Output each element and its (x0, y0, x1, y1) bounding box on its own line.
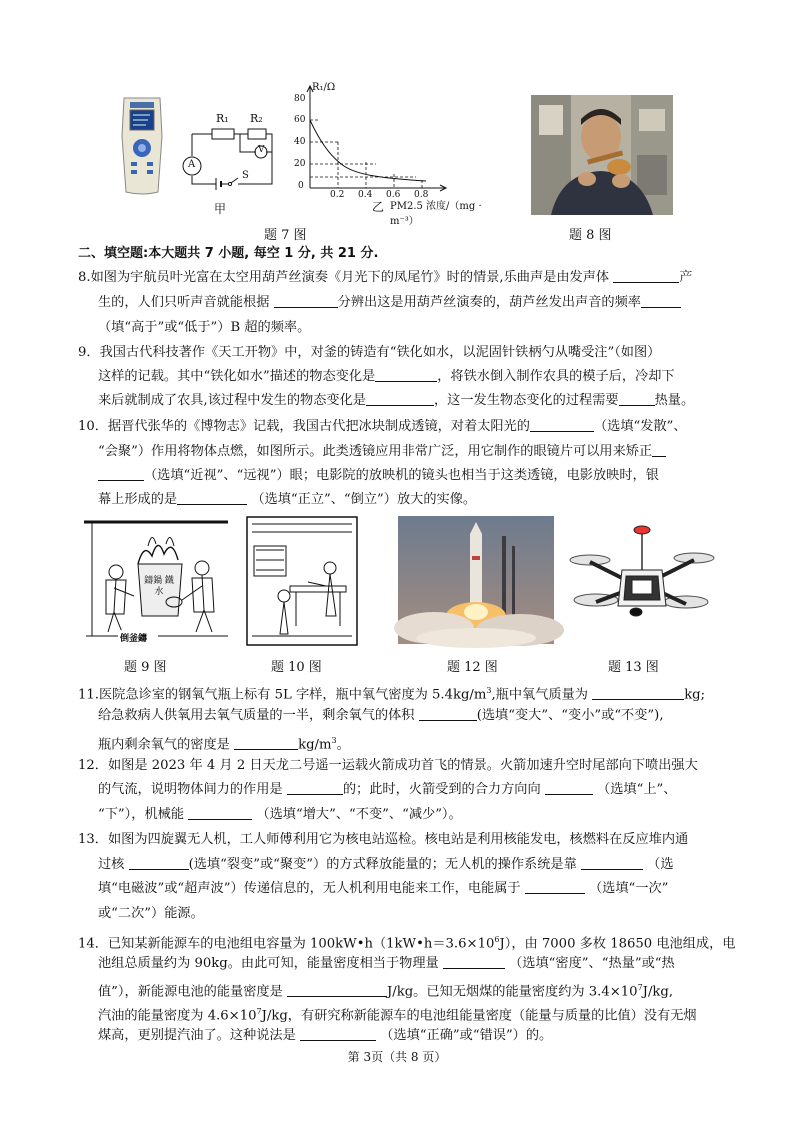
q10-l3: （选填“近视”、“远视”）眼；电影院的放映机的镜头也相当于这类透镜，电影放映时，银 (144, 468, 659, 483)
q11-l3a: 瓶内剩余氧气的密度是 (98, 737, 230, 753)
q9-l3b: ，这一发生物态变化的过程需要 (433, 393, 619, 408)
q12-l2c: （选填“上”、 (597, 782, 677, 797)
q10-line4 (98, 490, 476, 510)
q10-line2 (98, 442, 666, 462)
graph-ylabel: R₁/Ω (312, 82, 336, 93)
q10-l1a: 10．据晋代张华的《博物志》记载，我国古代把冰块制成透镜，对着太阳光的 (78, 419, 530, 434)
q11-l3b: kg/m (298, 737, 332, 753)
q8-l1b: 产 (679, 270, 693, 285)
q14-l4a: 汽油的能量密度为 4.6×10 (98, 1008, 257, 1024)
fig9-title-label: 倒釜鑄 (120, 634, 148, 644)
q14-l2: 池组总质量约为 90kg。由此可知，能量密度相当于物理量 (98, 956, 439, 971)
q8-l2b: 分辨出这是用葫芦丝演奏的，葫芦丝发出声音的频率 (337, 295, 641, 310)
ice-lens-illustration (246, 516, 358, 646)
fig8-caption: 题 8 图 (569, 228, 612, 243)
rocket-launch-photo (398, 516, 554, 644)
fig12-caption: 题 12 图 (447, 660, 498, 675)
fig9-pot-label: 鑄鍋 鐵水 (144, 576, 174, 597)
q13-blank2[interactable] (581, 855, 643, 870)
q8-blank2[interactable] (274, 293, 338, 308)
circuit-diagram (178, 108, 284, 194)
q13-l2b: (选填“裂变”或“聚变”）的方式释放能量的；无人机的操作系统是靠 (188, 857, 577, 872)
q12-blank3[interactable] (188, 805, 252, 820)
q11-l1b: ,瓶中氧气质量为 (491, 687, 588, 703)
graph-xtick-0.2: 0.2 (330, 190, 345, 200)
fig-jia-label: 甲 (214, 202, 227, 216)
resistance-pm25-graph (286, 80, 506, 227)
q11-line2 (98, 706, 664, 726)
q14-l1b: J），由 7000 多枚 18650 电池组成，电 (499, 936, 736, 952)
q9-line1: 9．我国古代科技著作《天工开物》中，对釜的铸造有“铁化如水，以泥固针铁柄勺从嘴受注”（如图） (78, 345, 661, 360)
q14-l1a: 14．已知某新能源车的电池组电容量为 100kW•h（1kW•h＝3.6×10 (78, 936, 495, 952)
q8-line2 (98, 293, 681, 313)
q12-l3b: （选填“增大”、“不变”、“减少”）。 (256, 807, 462, 822)
q9-line2 (98, 367, 675, 387)
graph-ytick-40: 40 (294, 137, 306, 147)
q14-line4 (98, 1002, 697, 1026)
pm25-detector-image (118, 96, 166, 196)
q9-blank3[interactable] (619, 391, 655, 406)
page-footer: 第 3页（共 8 页） (347, 1050, 447, 1064)
q9-blank1[interactable] (375, 367, 437, 382)
q14-line2 (98, 954, 675, 974)
q9-l2b: ，将铁水倒入制作农具的模子后，冷却下 (437, 369, 675, 384)
q14-l3a: 值”），新能源电池的能量密度是 (98, 984, 283, 1000)
graph-ytick-60: 60 (294, 115, 306, 125)
q9-line3 (98, 391, 694, 411)
q14-l5a: 煤高，更别提汽油了。这种说法是 (98, 1028, 296, 1043)
casting-illustration (78, 516, 232, 646)
graph-xlabel: PM2.5 浓度/（mg · m⁻³） (390, 201, 482, 227)
graph-xtick-0.8: 0.8 (414, 190, 429, 200)
q13-l3a: 填“电磁波”或“超声波”）传递信息的，无人机利用电能来工作，电能属于 (98, 881, 521, 896)
q11-line1 (78, 681, 705, 705)
q10-blank1[interactable] (530, 417, 594, 432)
q14-l3c: J/kg, (642, 984, 674, 1000)
q13-blank1[interactable] (129, 855, 189, 870)
q14-line1 (78, 930, 735, 954)
circuit-r1-label: R₁ (216, 112, 229, 125)
q10-blank3[interactable] (177, 490, 247, 505)
q13-line4: 或“二次”）能源。 (98, 906, 204, 921)
q10-l4a: 幕上形成的是 (98, 492, 178, 507)
q8-line3: （填“高于”或“低于”）B 超的频率。 (98, 320, 311, 335)
q11-l1a: 11.医院急诊室的钢氧气瓶上标有 5L 字样，瓶中氧气密度为 5.4kg/m (78, 687, 487, 703)
q12-line1: 12．如图是 2023 年 4 月 2 日天龙二号遥一运载火箭成功首飞的情景。火箭加速升空时尾部向下喷出强大 (78, 758, 698, 773)
q12-blank2[interactable] (545, 780, 593, 795)
q12-l2a: 的气流，说明物体间力的作用是 (98, 782, 283, 797)
q9-l3a: 来后就制成了农具,该过程中发生的物态变化是 (98, 393, 366, 408)
q11-blank1[interactable] (592, 685, 684, 700)
graph-xtick-0.4: 0.4 (358, 190, 373, 200)
q10-blank2a[interactable] (652, 442, 666, 457)
q8-blank3[interactable] (641, 293, 681, 308)
fig9-caption: 题 9 图 (124, 660, 167, 675)
q13-blank3[interactable] (525, 879, 585, 894)
q12-line3 (98, 805, 462, 825)
circuit-voltmeter-label: V (258, 145, 265, 155)
circuit-ammeter-label: A (188, 159, 196, 170)
quadcopter-drone-image (566, 518, 716, 644)
q13-line1: 13．如图为四旋翼无人机，工人师傅利用它为核电站巡检。核电站是利用核能发电，核燃料在反应堆内通 (78, 832, 689, 847)
q14-line3 (98, 978, 673, 1002)
q12-l2b: 的；此时，火箭受到的合力方向向 (342, 782, 541, 797)
q14-l4-sup: 7 (256, 1007, 262, 1016)
q10-line3 (98, 466, 659, 486)
q8-l2a: 生的，人们只听声音就能根据 (98, 295, 270, 310)
q11-blank2[interactable] (419, 706, 477, 721)
q11-blank3[interactable] (234, 735, 298, 750)
q12-l3a: “下”），机械能 (98, 807, 185, 822)
q13-line3 (98, 879, 668, 899)
q13-l2a: 过核 (98, 857, 125, 872)
q14-l3b: J/kg。已知无烟煤的能量密度约为 3.4×10 (386, 984, 638, 1000)
q13-line2 (98, 855, 674, 875)
q9-l3c: 热量。 (654, 393, 695, 408)
q10-l1b: （选填“发散”、 (593, 419, 687, 434)
q11-line3 (98, 731, 350, 755)
q8-line1 (78, 268, 692, 288)
q11-l1-sup: 3 (486, 686, 492, 695)
q9-blank2[interactable] (366, 391, 434, 406)
q11-l2b: (选填“变大”、“变小”或“不变”), (476, 708, 664, 723)
q11-l2a: 给急救病人供氧用去氧气质量的一半，剩余氧气的体积 (98, 708, 415, 723)
q11-l1c: kg; (684, 687, 706, 703)
q8-blank1[interactable] (613, 268, 679, 283)
graph-ytick-80: 80 (294, 94, 306, 104)
circuit-r2-label: R₂ (250, 112, 263, 125)
fig13-caption: 题 13 图 (608, 660, 659, 675)
q13-l3b: （选填“一次” (589, 881, 669, 896)
circuit-switch-label: S (242, 170, 249, 181)
q11-l3-sup: 3 (331, 736, 337, 745)
q14-l4b: J/kg，有研究称新能源车的电池组能量密度（能量与质量的比值）没有无烟 (261, 1008, 697, 1024)
q12-blank1[interactable] (287, 780, 343, 795)
fig10-caption: 题 10 图 (271, 660, 322, 675)
q14-line5 (98, 1026, 552, 1046)
graph-ytick-20: 20 (294, 159, 306, 169)
q13-l2c: （选 (647, 857, 674, 872)
q14-l2b: （选填“密度”、“热量”或“热 (509, 956, 675, 971)
q10-blank2b[interactable] (98, 466, 144, 481)
q14-blank2[interactable] (287, 982, 387, 997)
q10-l4b: （选填“正立”、“倒立”）放大的实像。 (251, 492, 477, 507)
q14-l1-sup: 6 (494, 935, 500, 944)
q14-blank1[interactable] (443, 954, 505, 969)
q14-blank3[interactable] (300, 1026, 376, 1041)
q8-l1a: 8.如图为宇航员叶光富在太空用葫芦丝演奏《月光下的凤尾竹》时的情景,乐曲声是由发声体 (78, 270, 610, 285)
q9-l2a: 这样的记载。其中“铁化如水”描述的物态变化是 (98, 369, 376, 384)
q12-line2 (98, 780, 676, 800)
q14-l5b: （选填“正确”或“错误”）的。 (380, 1028, 553, 1043)
fig7-caption: 题 7 图 (264, 228, 307, 243)
section2-title: 二、填空题:本大题共 7 小题, 每空 1 分, 共 21 分. (78, 246, 379, 261)
q10-l2: “会聚”）作用将物体点燃，如图所示。此类透镜应用非常广泛，用它制作的眼镜片可以用来矫正 (98, 444, 653, 459)
fig-yi-label: 乙 (372, 200, 385, 214)
graph-xtick-0.6: 0.6 (386, 190, 401, 200)
q10-line1 (78, 417, 687, 437)
graph-ytick-0: 0 (298, 181, 304, 191)
astronaut-photo (531, 95, 673, 215)
q14-l3-sup: 7 (637, 983, 643, 992)
q11-l3c: 。 (336, 737, 350, 753)
